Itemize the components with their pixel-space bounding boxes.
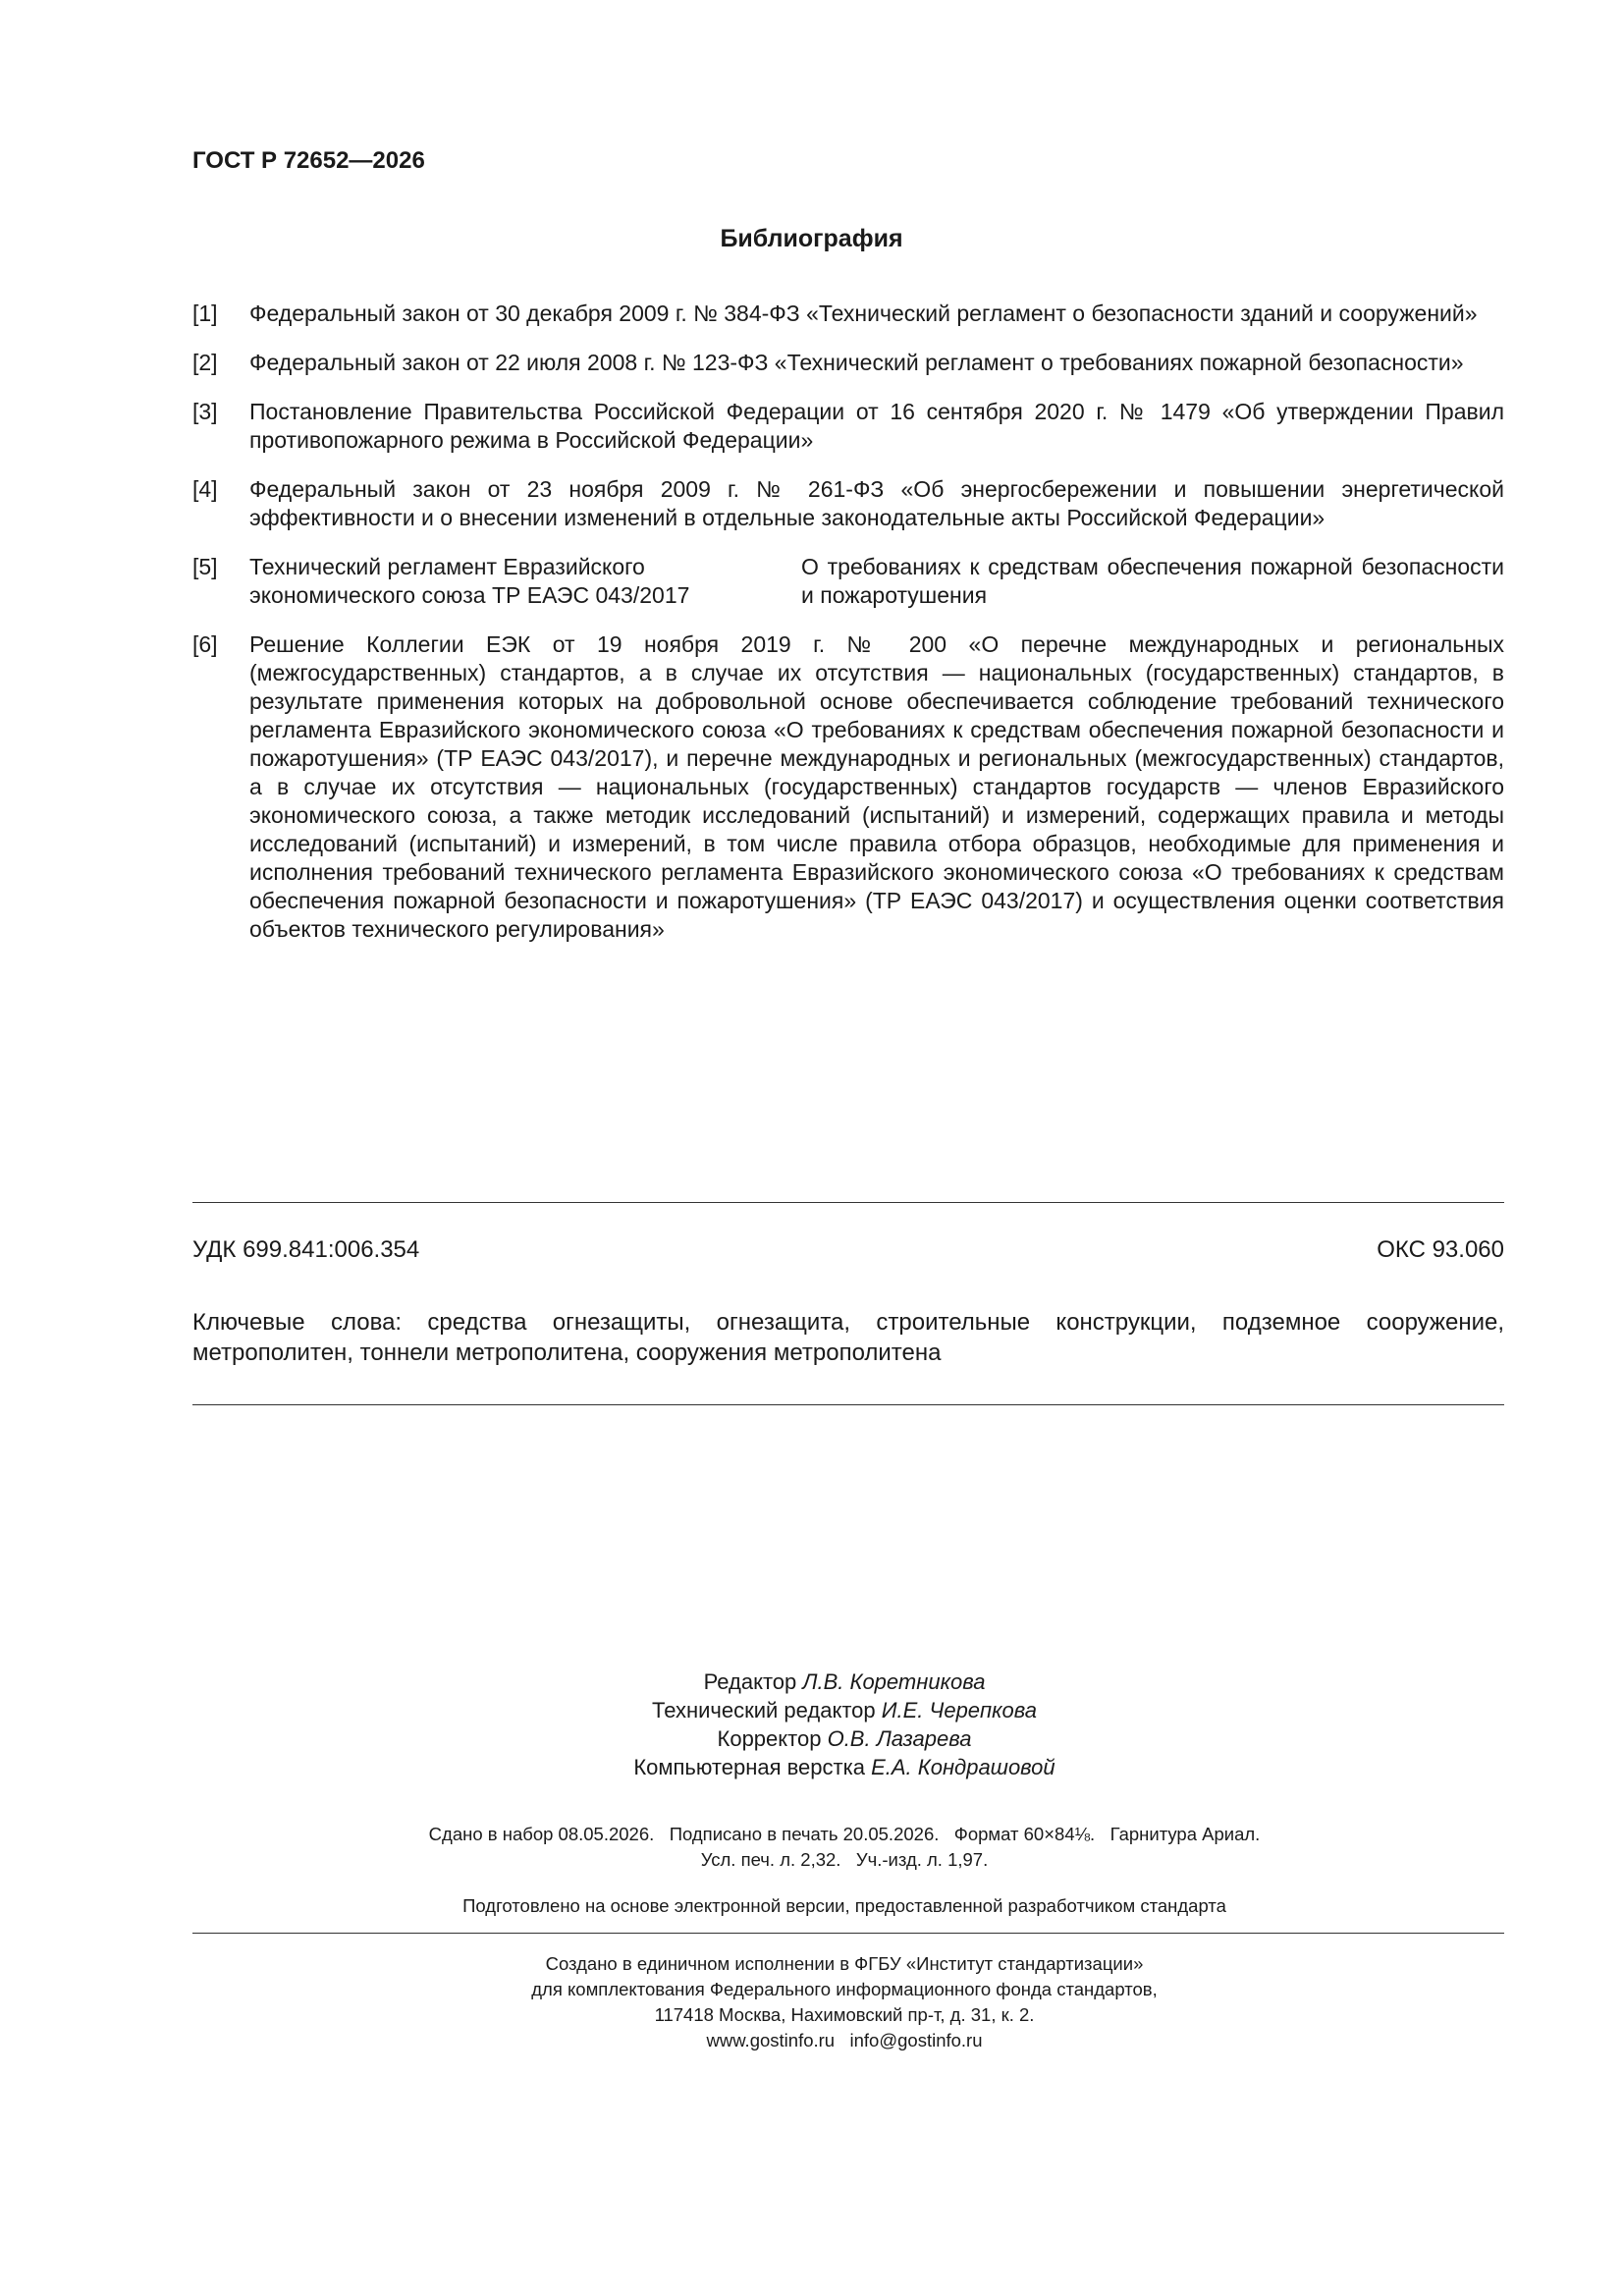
credit-line [0, 1667, 1623, 1696]
bibliography-item-number: [3] [192, 399, 218, 424]
credit-role: Корректор [717, 1726, 822, 1751]
keywords: Ключевые слова: средства огнезащиты, огнезащита, строительные конструкции, подземное сооружение, метрополитен, тоннели метрополитена, сооружения метрополитена [192, 1309, 1504, 1366]
bibliography-item [192, 553, 1504, 610]
bibliography-item [192, 630, 1504, 944]
credit-role: Редактор [703, 1669, 797, 1694]
bibliography-item-text: О требованиях к средствам обеспечения пожарной безопасности и пожаротушения [801, 554, 1504, 608]
bibliography-item-number: [2] [192, 350, 218, 375]
bibliography-item-number: [4] [192, 476, 218, 502]
prepared-note: Подготовлено на основе электронной версии, предоставленной разработчиком стандарта [462, 1895, 1226, 1916]
bibliography-item-designation: Технический регламент Евразийского экономического союза ТР ЕАЭС 043/2017 [249, 554, 690, 608]
credit-role: Компьютерная верстка [633, 1755, 865, 1779]
bibliography-item [192, 475, 1504, 532]
publisher-line: Создано в единичном исполнении в ФГБУ «Институт стандартизации» [545, 1953, 1144, 1974]
divider [192, 1933, 1504, 1934]
credit-role: Технический редактор [652, 1698, 876, 1722]
bibliography-item-number: [5] [192, 554, 218, 579]
credit-name: И.Е. Черепкова [881, 1698, 1037, 1722]
print-info-line: Усл. печ. л. 2,32. Уч.-изд. л. 1,97. [700, 1849, 989, 1870]
bibliography-item [192, 300, 1504, 328]
divider [192, 1202, 1504, 1203]
bibliography-item-text: Федеральный закон от 23 ноября 2009 г. № 261-ФЗ «Об энергосбережении и повышении энергетической эффективности и о внесении изменений в отдельные законодательные акты Российской Федерации» [249, 476, 1504, 530]
credit-name: О.В. Лазарева [827, 1726, 972, 1751]
publisher-line: для комплектования Федерального информационного фонда стандартов, [531, 1979, 1158, 1999]
document-code: ГОСТ Р 72652—2026 [192, 147, 425, 174]
publisher-contacts: www.gostinfo.ru info@gostinfo.ru [706, 2030, 983, 2050]
bibliography-list [192, 300, 1504, 964]
credit-line [0, 1696, 1623, 1724]
bibliography-item-text: Федеральный закон от 30 декабря 2009 г. № 384-ФЗ «Технический регламент о безопасности зданий и сооружений» [249, 301, 1478, 326]
publisher-info [0, 1951, 1623, 2053]
credit-line [0, 1724, 1623, 1753]
credits-block [0, 1667, 1623, 1781]
bibliography-item-number: [6] [192, 631, 218, 657]
print-info [0, 1822, 1623, 1873]
credit-name: Л.В. Коретникова [802, 1669, 986, 1694]
bibliography-item [192, 349, 1504, 377]
udk-code: УДК 699.841:006.354 [192, 1236, 420, 1263]
publisher-line: 117418 Москва, Нахимовский пр-т, д. 31, к. 2. [654, 2004, 1035, 2025]
bibliography-item-text: Федеральный закон от 22 июля 2008 г. № 123-ФЗ «Технический регламент о требованиях пожарной безопасности» [249, 350, 1464, 375]
bibliography-item-text: Решение Коллегии ЕЭК от 19 ноября 2019 г. № 200 «О перечне международных и региональных (межгосударственных) стандартов, а в случае их отсутствия — национальных (государственных) стандартов, в результате применения которых на добровольной основе обеспечивается соблюдение требований технического регламента Евразийского экономического союза «О требованиях к средствам обеспечения пожарной безопасности и пожаротушения» (ТР ЕАЭС 043/2017), и перечне международных и региональных (межгосударственных) стандартов, а в случае их отсутствия — национальных (государственных) стандартов государств — членов Евразийского экономического союза, а также методик исследований (испытаний) и измерений, содержащих правила и методы исследований (испытаний) и измерений, в том числе правила отбора образцов, необходимые для применения и исполнения требований технического регламента Евразийского экономического союза «О требованиях к средствам обеспечения пожарной безопасности и пожаротушения» (ТР ЕАЭС 043/2017) и осуществления оценки соответствия объектов технического регулирования» [249, 631, 1504, 942]
bibliography-item-text: Постановление Правительства Российской Федерации от 16 сентября 2020 г. № 1479 «Об утверждении Правил противопожарного режима в Российской Федерации» [249, 399, 1504, 453]
credit-name: Е.А. Кондрашовой [871, 1755, 1055, 1779]
oks-code: ОКС 93.060 [1377, 1236, 1504, 1263]
divider [192, 1404, 1504, 1405]
bibliography-item-number: [1] [192, 301, 218, 326]
bibliography-title: Библиография [720, 225, 903, 252]
print-info-line: Сдано в набор 08.05.2026. Подписано в печать 20.05.2026. Формат 60×84⅛. Гарнитура Ариал. [428, 1824, 1261, 1844]
bibliography-item [192, 398, 1504, 455]
bibliography-item-two-column [249, 553, 1504, 610]
credit-line [0, 1753, 1623, 1781]
